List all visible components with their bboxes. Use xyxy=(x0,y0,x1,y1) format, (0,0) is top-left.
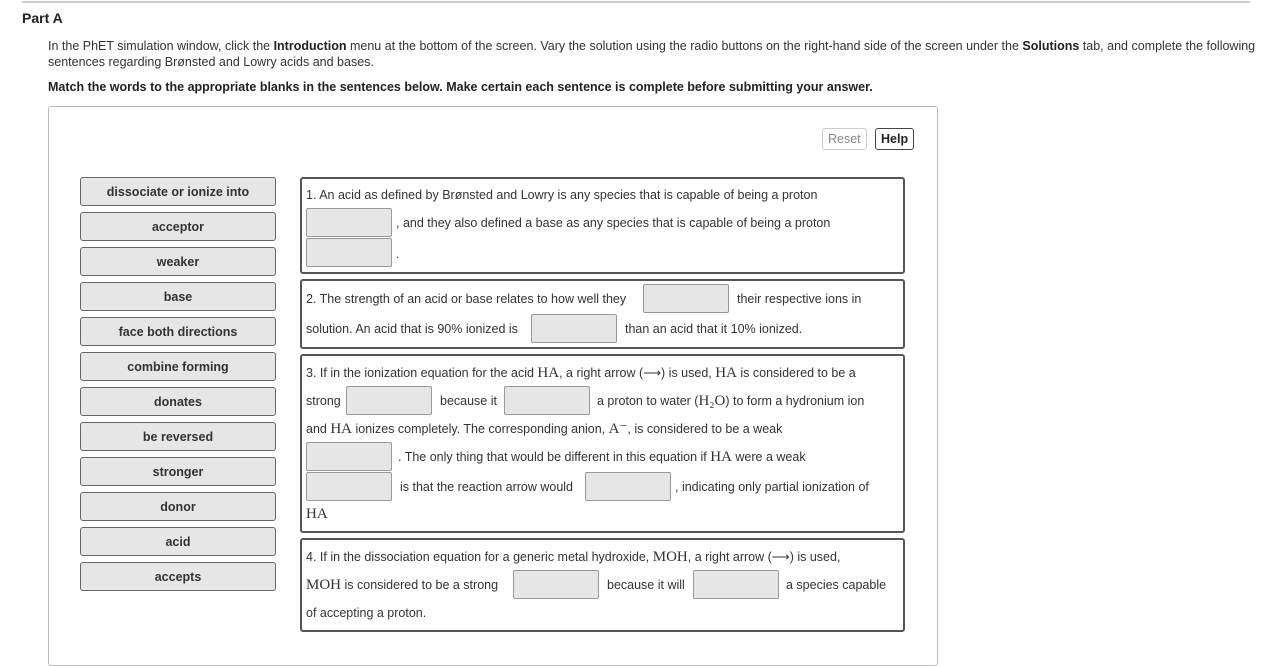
help-button[interactable]: Help xyxy=(875,128,914,150)
sentence-4-text-because: because it will xyxy=(607,578,685,592)
sentence-1-blank-1[interactable] xyxy=(306,208,392,237)
sentence-3-blank-1[interactable] xyxy=(346,386,432,415)
word-chip[interactable]: donor xyxy=(80,492,276,521)
sentence-2-blank-2[interactable] xyxy=(531,314,617,343)
word-chip[interactable]: weaker xyxy=(80,247,276,276)
sentence-2-blank-1[interactable] xyxy=(643,284,729,313)
word-chip[interactable]: combine forming xyxy=(80,352,276,381)
sentence-3-text-proton: a proton to water (H₂O) to form a hydronium ion xyxy=(597,393,865,409)
word-chip[interactable]: face both directions xyxy=(80,317,276,346)
sentence-4-line-1: 4. If in the dissociation equation for a generic metal hydroxide, MOH, a right arrow (⟶) is used, xyxy=(306,549,841,565)
sentence-4-blank-2[interactable] xyxy=(693,570,779,599)
sentence-2-text-c: solution. An acid that is 90% ionized is xyxy=(306,322,518,336)
sentence-3-blank-3[interactable] xyxy=(306,442,392,471)
sentence-4-text-strong: MOH is considered to be a strong xyxy=(306,577,499,593)
word-chip[interactable]: accepts xyxy=(80,562,276,591)
sentence-4-text-end: of accepting a proton. xyxy=(306,606,427,620)
sentence-3-text-strong: strong xyxy=(306,394,341,408)
sentence-2-text-d: than an acid that it 10% ionized. xyxy=(625,322,803,336)
word-chip[interactable]: be reversed xyxy=(80,422,276,451)
sentence-3-blank-4[interactable] xyxy=(306,472,392,501)
sentence-3-text-only: . The only thing that would be different in this equation if HA were a weak xyxy=(398,449,806,465)
sentence-2-text-a: 2. The strength of an acid or base relates to how well they xyxy=(306,292,627,306)
sentence-1-period: . xyxy=(396,247,400,261)
solutions-tab-name: Solutions xyxy=(1022,39,1080,53)
sentence-1-text-b: , and they also defined a base as any species that is capable of being a proton xyxy=(396,216,831,230)
word-chip[interactable]: dissociate or ionize into xyxy=(80,177,276,206)
match-instructions: Match the words to the appropriate blanks in the sentences below. Make certain each sentence is complete before submitting your answer. xyxy=(48,80,873,94)
sentence-4-blank-1[interactable] xyxy=(513,570,599,599)
sentence-1-blank-2[interactable] xyxy=(306,238,392,267)
sentence-2-text-b: their respective ions in xyxy=(737,292,862,306)
sentence-3-blank-5[interactable] xyxy=(585,472,671,501)
sentence-3-text-because: because it xyxy=(440,394,497,408)
part-title: Part A xyxy=(22,10,63,26)
sentence-3-text-arrow: is that the reaction arrow would xyxy=(400,480,574,494)
sentence-3-blank-2[interactable] xyxy=(504,386,590,415)
introduction-menu-name: Introduction xyxy=(273,39,347,53)
word-chip[interactable]: stronger xyxy=(80,457,276,486)
sentence-3-line-1: 3. If in the ionization equation for the acid HA, a right arrow (⟶) is used, HA is considered to be a xyxy=(306,365,856,381)
word-chip[interactable]: acid xyxy=(80,527,276,556)
word-bank xyxy=(80,177,276,597)
sentence-1-text-a: 1. An acid as defined by Brønsted and Lowry is any species that is capable of being a proton xyxy=(306,188,818,202)
word-chip[interactable]: donates xyxy=(80,387,276,416)
reset-button[interactable]: Reset xyxy=(822,128,867,150)
sentence-3-ha-final: HA xyxy=(306,506,328,522)
sentence-4-text-species: a species capable xyxy=(786,578,887,592)
word-chip[interactable]: acceptor xyxy=(80,212,276,241)
sentence-3-text-partial: , indicating only partial ionization of xyxy=(675,480,869,494)
top-divider xyxy=(22,1,1250,3)
word-chip[interactable]: base xyxy=(80,282,276,311)
sentence-3-line-3: and HA ionizes completely. The corresponding anion, A⁻, is considered to be a weak xyxy=(306,421,783,437)
instructions: In the PhET simulation window, click the Introduction menu at the bottom of the screen. Vary the solution using the radio buttons on the right-hand side of the screen under the Solutions tab, and complete the following sentences regarding Brønsted and Lowry acids and bases. xyxy=(48,39,1256,69)
